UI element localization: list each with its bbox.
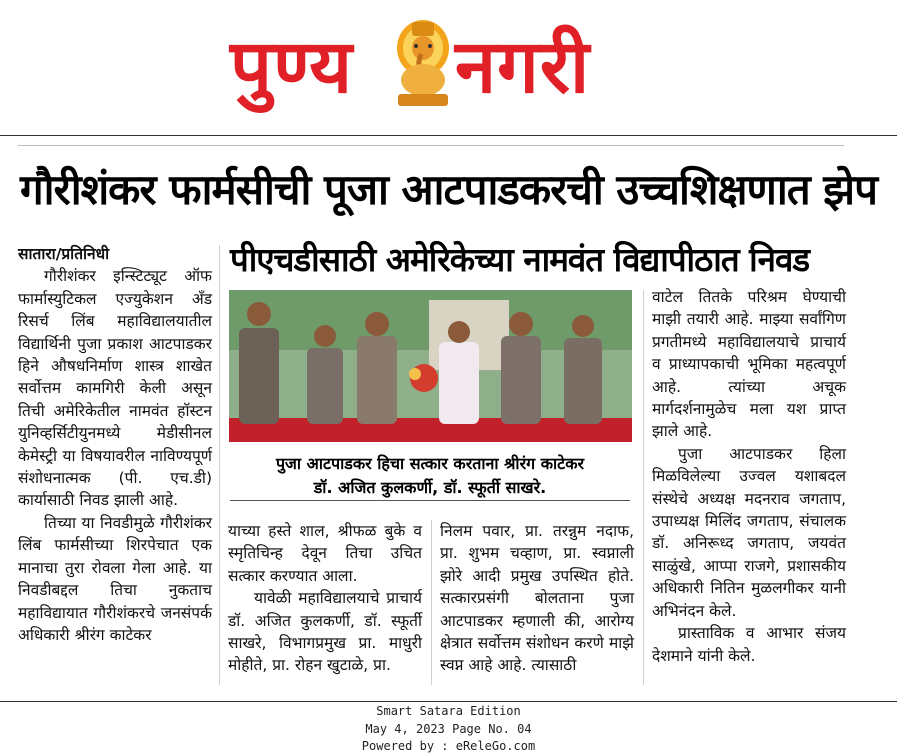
article-paragraph: पुजा आटपाडकर हिला मिळविलेल्या उज्वल यशाबदल संस्थेचे अध्यक्ष मदनराव जगताप, उपाध्यक्ष मिलिंद जगताप, संचालक डॉ. अनिरूध्द जगताप, जयवंत साळुंखे, आप्पा राजगे, प्रशासकीय अधिकारी नितिन मुळलगीकर यानी अभिनंदन केले.: [652, 444, 846, 620]
article-paragraph: निलम पवार, प्रा. तरन्नुम नदाफ, प्रा. शुभम चव्हाण, प्रा. स्वप्नाली झोरे आदी प्रमुख उपस्थित होते. सत्कारप्रसंगी बोलताना पुजा आटपाडकर म्हणाली की, आरोग्य क्षेत्रात सर्वोत्तम संशोधन करणे माझे स्वप्न आहे आहे. त्यासाठी: [440, 522, 634, 675]
article-paragraph: गौरीशंकर इन्स्टिट्यूट ऑफ फार्मास्युटिकल एज्युकेशन अँड रिसर्च लिंब महाविद्यालयातील विद्यार्थिनी पुजा प्रकाश आटपाडकर हिने औषधनिर्माण शास्त्र शाखेत सर्वोत्तम कामगिरी केली असून तिची अमेरिकेतील नामवंत हॉस्टन युनिव्हर्सिटीयुनमध्ये मेडीसीनल केमेस्ट्री या विषयावरील नाविण्यपूर्ण संशोधनात्मक (पी. एच.डी) कार्यासाठी निवड झाली आहे.: [18, 267, 212, 510]
column-divider: [219, 245, 220, 685]
footer-divider: [0, 701, 897, 702]
masthead-logo-right: नगरी: [455, 24, 591, 110]
masthead: [0, 0, 897, 134]
footer-edition: Smart Satara Edition: [376, 704, 521, 718]
page-footer: [0, 703, 897, 756]
article-paragraph: तिच्या या निवडीमुळे गौरीशंकर लिंब फार्मसीच्या शिरपेचात एक मानाचा तुरा रोवला गेला आहे. या निवडीबद्दल तिचा नुकताच महाविद्यायात गौरीशंकरचे जनसंपर्क अधिकारी श्रीरंग काटेकर: [18, 513, 212, 644]
article-column-3: [440, 520, 634, 677]
page-top-rule: [18, 145, 844, 146]
photo-caption-line-2: डॉ. अजित कुलकर्णी, डॉ. स्फूर्ती साखरे.: [313, 478, 547, 497]
footer-powered-by[interactable]: Powered by : eReleGo.com: [361, 739, 536, 753]
article-paragraph: यावेळी महाविद्यालयाचे प्राचार्य डॉ. अजित कुलकर्णी, डॉ. स्फूर्ती साखरे, विभागप्रमुख प्रा. माधुरी मोहीते, प्रा. रोहन खुटाळे, प्रा.: [228, 589, 422, 675]
ganesh-icon: [392, 14, 454, 110]
article-photo: [229, 290, 632, 442]
article-subheadline: पीएचडीसाठी अमेरिकेच्या नामवंत विद्यापीठात निवड: [230, 240, 809, 279]
article-column-4: [652, 286, 846, 667]
ceremony-photo-image: [229, 290, 632, 442]
masthead-divider: [0, 135, 897, 136]
photo-caption-line-1: पुजा आटपाडकर हिचा सत्कार करताना श्रीरंग काटेकर: [275, 454, 585, 473]
article-headline: गौरीशंकर फार्मसीची पूजा आटपाडकरची उच्चशिक्षणात झेप: [20, 165, 877, 214]
masthead-logo-left: पुण्य: [230, 24, 354, 110]
article-paragraph: वाटेल तितके परिश्रम घेण्याची माझी तयारी आहे. माझ्या सर्वांगिण प्रगतीमध्ये महाविद्यालयाचे प्राचार्य व प्राध्यापकाची भूमिका महत्वपूर्ण आहे. त्यांच्या अचूक मार्गदर्शनामुळेच मला यश प्राप्त झाले आहे.: [652, 288, 846, 441]
article-paragraph: याच्या हस्ते शाल, श्रीफळ बुके व स्मृतिचिन्ह देवून तिचा उचित सत्कार करण्यात आला.: [228, 522, 422, 585]
article-column-1: [18, 243, 212, 646]
column-divider: [643, 290, 644, 685]
column-divider: [431, 520, 432, 685]
article-column-2: [228, 520, 422, 677]
footer-date-page: May 4, 2023 Page No. 04: [365, 721, 532, 736]
caption-rule: [230, 500, 630, 501]
photo-caption: [230, 452, 630, 500]
article-dateline: सातारा/प्रतिनिधी: [18, 245, 110, 263]
article-paragraph: प्रास्ताविक व आभार संजय देशमाने यांनी केले.: [652, 624, 846, 665]
